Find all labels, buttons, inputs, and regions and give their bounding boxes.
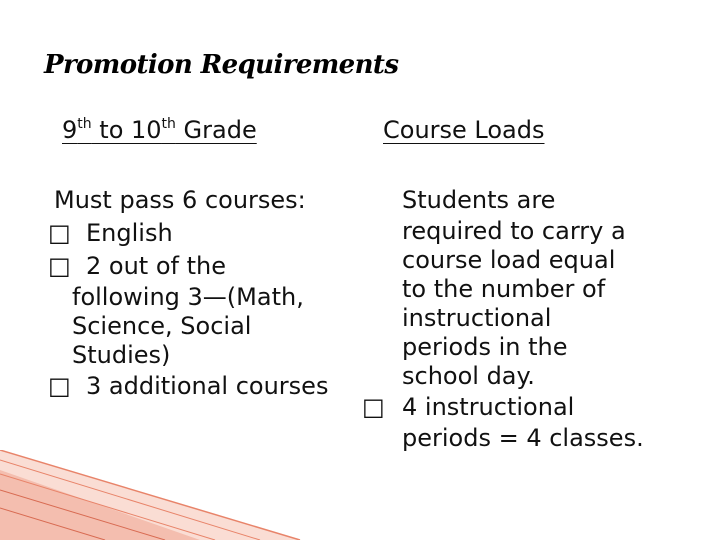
bullet-text: English	[86, 219, 173, 247]
grade-from-suffix: th	[77, 116, 92, 132]
paragraph-line: school day.	[402, 362, 535, 390]
checkbox-bullet-icon: □	[48, 252, 71, 280]
left-intro: Must pass 6 courses:	[54, 186, 306, 214]
paragraph-line: Students are	[402, 186, 556, 214]
paragraph-line: instructional	[402, 304, 552, 332]
grade-to-suffix: th	[161, 116, 176, 132]
right-column	[362, 184, 702, 453]
grade-word: Grade	[175, 116, 257, 144]
checkbox-bullet-icon: □	[362, 393, 385, 421]
slide-title: Promotion Requirements	[44, 50, 399, 80]
checkbox-bullet-icon: □	[48, 372, 71, 400]
paragraph-line: required to carry a	[402, 217, 626, 245]
bullet-continuation: following 3—(Math,	[72, 283, 304, 311]
bullet-continuation: Studies)	[72, 341, 171, 369]
grade-from: 9	[62, 116, 78, 144]
paragraph-line: periods in the	[402, 333, 568, 361]
paragraph-line: course load equal	[402, 246, 616, 274]
decorative-swoosh	[0, 450, 330, 540]
bullet-continuation: periods = 4 classes.	[402, 424, 644, 452]
bullet-item-english	[48, 217, 354, 250]
right-column-heading: Course Loads	[383, 116, 545, 144]
left-column	[48, 184, 354, 403]
bullet-text: 2 out of the	[86, 252, 226, 280]
bullet-text: 4 instructional	[402, 393, 575, 421]
bullet-continuation: Science, Social	[72, 312, 252, 340]
bullet-item-additional	[48, 370, 354, 403]
left-column-heading	[62, 116, 257, 144]
paragraph-line: to the number of	[402, 275, 606, 303]
bullet-text: 3 additional courses	[86, 372, 329, 400]
bullet-item-instructional-periods	[362, 391, 702, 424]
checkbox-bullet-icon: □	[48, 219, 71, 247]
bullet-item-core-subjects	[48, 250, 354, 283]
grade-to: to 10	[91, 116, 162, 144]
